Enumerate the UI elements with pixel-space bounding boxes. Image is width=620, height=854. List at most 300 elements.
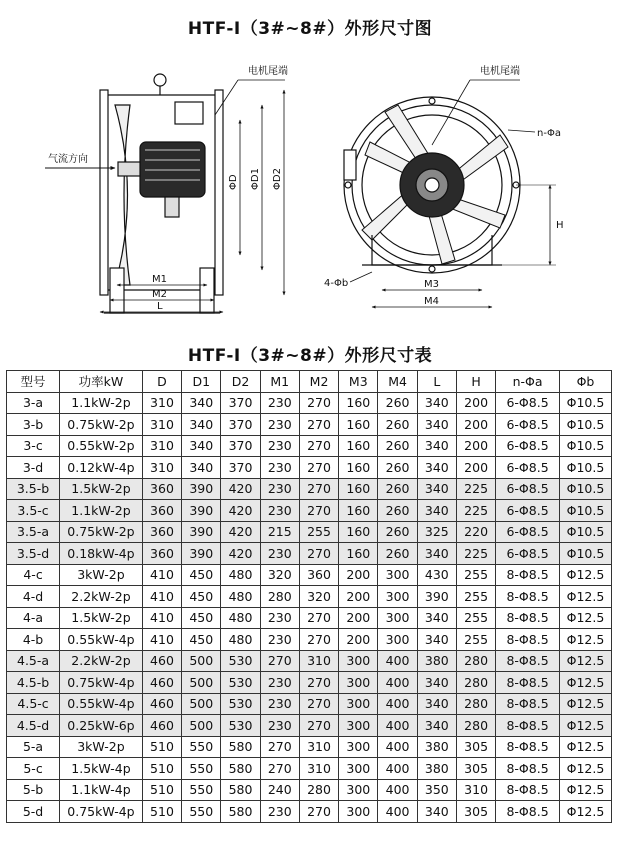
table-row: [7, 457, 612, 479]
table-cell: 260: [378, 457, 417, 479]
table-cell: 240: [260, 779, 299, 801]
table-cell: 410: [142, 629, 181, 651]
table-cell: 390: [182, 500, 221, 522]
table-cell: 6-Φ8.5: [496, 435, 560, 457]
column-header: D1: [182, 371, 221, 393]
table-cell: 580: [221, 758, 260, 780]
table-cell: 340: [182, 435, 221, 457]
table-cell: 1.5kW-2p: [60, 478, 143, 500]
table-cell: Φ12.5: [559, 801, 611, 823]
table-cell: 1.1kW-2p: [60, 500, 143, 522]
table-cell: Φ12.5: [559, 586, 611, 608]
table-cell: 0.55kW-4p: [60, 629, 143, 651]
table-cell: 5-b: [7, 779, 60, 801]
table-row: [7, 629, 612, 651]
table-cell: 255: [456, 586, 495, 608]
table-cell: 255: [299, 521, 338, 543]
left-foot: [110, 268, 124, 313]
front-view: [344, 80, 556, 307]
table-cell: 480: [221, 629, 260, 651]
table-cell: 160: [339, 414, 378, 436]
table-row: [7, 543, 612, 565]
table-cell: Φ10.5: [559, 500, 611, 522]
table-cell: Φ10.5: [559, 543, 611, 565]
table-cell: 400: [378, 693, 417, 715]
table-cell: 420: [221, 500, 260, 522]
table-cell: 300: [339, 801, 378, 823]
table-cell: 400: [378, 801, 417, 823]
table-cell: 390: [417, 586, 456, 608]
table-cell: 4.5-a: [7, 650, 60, 672]
table-cell: 3-d: [7, 457, 60, 479]
table-cell: 510: [142, 736, 181, 758]
table-cell: 4-a: [7, 607, 60, 629]
table-row: [7, 736, 612, 758]
table-header-row: [7, 371, 612, 393]
table-cell: 480: [221, 564, 260, 586]
table-cell: Φ12.5: [559, 758, 611, 780]
table-cell: 310: [142, 457, 181, 479]
table-cell: 400: [378, 672, 417, 694]
table-cell: 160: [339, 435, 378, 457]
table-cell: 530: [221, 672, 260, 694]
table-cell: 390: [182, 521, 221, 543]
table-cell: 340: [182, 414, 221, 436]
table-cell: 300: [378, 586, 417, 608]
table-cell: 270: [299, 457, 338, 479]
table-cell: 270: [299, 435, 338, 457]
table-cell: 3kW-2p: [60, 564, 143, 586]
table-row: [7, 586, 612, 608]
table-cell: Φ12.5: [559, 564, 611, 586]
drawing-title: HTF-I（3#~8#）外形尺寸图: [187, 19, 433, 39]
table-cell: 380: [417, 758, 456, 780]
table-cell: 300: [339, 672, 378, 694]
table-cell: 160: [339, 457, 378, 479]
table-cell: 300: [378, 564, 417, 586]
table-cell: 230: [260, 801, 299, 823]
table-cell: 4.5-b: [7, 672, 60, 694]
table-cell: Φ12.5: [559, 607, 611, 629]
table-cell: 460: [142, 650, 181, 672]
table-cell: 460: [142, 672, 181, 694]
table-cell: 420: [221, 521, 260, 543]
table-cell: 230: [260, 607, 299, 629]
table-cell: 255: [456, 607, 495, 629]
table-cell: 8-Φ8.5: [496, 758, 560, 780]
column-header: n-Φa: [496, 371, 560, 393]
table-cell: 1.5kW-4p: [60, 758, 143, 780]
table-cell: 400: [378, 650, 417, 672]
table-cell: 380: [417, 736, 456, 758]
table-cell: 5-c: [7, 758, 60, 780]
table-title: HTF-I（3#~8#）外形尺寸表: [187, 346, 433, 366]
table-cell: 4.5-d: [7, 715, 60, 737]
table-cell: 370: [221, 457, 260, 479]
table-cell: 200: [456, 457, 495, 479]
table-cell: 255: [456, 629, 495, 651]
table-cell: 340: [417, 629, 456, 651]
table-cell: 3kW-2p: [60, 736, 143, 758]
table-cell: 6-Φ8.5: [496, 457, 560, 479]
table-cell: 305: [456, 801, 495, 823]
table-cell: 5-a: [7, 736, 60, 758]
table-cell: 270: [260, 758, 299, 780]
table-cell: 340: [417, 693, 456, 715]
table-cell: 360: [299, 564, 338, 586]
table-cell: 530: [221, 693, 260, 715]
table-cell: 270: [299, 414, 338, 436]
table-cell: 310: [299, 758, 338, 780]
table-cell: 4.5-c: [7, 693, 60, 715]
table-cell: 310: [299, 650, 338, 672]
table-cell: 8-Φ8.5: [496, 715, 560, 737]
table-cell: 2.2kW-2p: [60, 650, 143, 672]
table-cell: 0.75kW-2p: [60, 521, 143, 543]
table-cell: 360: [142, 543, 181, 565]
table-cell: 370: [221, 435, 260, 457]
table-cell: 6-Φ8.5: [496, 414, 560, 436]
table-cell: 480: [221, 586, 260, 608]
table-cell: 300: [339, 736, 378, 758]
table-cell: 310: [142, 435, 181, 457]
table-cell: 300: [339, 650, 378, 672]
table-cell: 6-Φ8.5: [496, 478, 560, 500]
table-cell: 6-Φ8.5: [496, 543, 560, 565]
table-cell: 3.5-d: [7, 543, 60, 565]
table-cell: 0.18kW-4p: [60, 543, 143, 565]
table-cell: 4-b: [7, 629, 60, 651]
label-dim-D1: ΦD1: [250, 168, 261, 190]
table-cell: 370: [221, 392, 260, 414]
table-cell: 225: [456, 478, 495, 500]
table-cell: 340: [417, 543, 456, 565]
table-cell: 390: [182, 478, 221, 500]
table-row: [7, 435, 612, 457]
table-cell: 2.2kW-2p: [60, 586, 143, 608]
table-cell: Φ12.5: [559, 650, 611, 672]
table-cell: 0.75kW-2p: [60, 414, 143, 436]
table-cell: 230: [260, 435, 299, 457]
table-cell: 260: [378, 500, 417, 522]
table-cell: 0.55kW-4p: [60, 693, 143, 715]
table-cell: 410: [142, 586, 181, 608]
table-cell: 200: [456, 392, 495, 414]
table-row: [7, 392, 612, 414]
table-cell: 1.1kW-4p: [60, 779, 143, 801]
table-cell: 225: [456, 500, 495, 522]
table-cell: 270: [260, 650, 299, 672]
table-cell: 340: [417, 392, 456, 414]
table-cell: 420: [221, 543, 260, 565]
table-cell: 340: [417, 672, 456, 694]
table-cell: 8-Φ8.5: [496, 693, 560, 715]
table-row: [7, 758, 612, 780]
table-cell: 160: [339, 521, 378, 543]
table-cell: 230: [260, 672, 299, 694]
fan-outline-drawing: [0, 50, 620, 335]
table-cell: 200: [339, 564, 378, 586]
table-cell: 310: [142, 392, 181, 414]
table-cell: 8-Φ8.5: [496, 672, 560, 694]
table-cell: 450: [182, 586, 221, 608]
table-row: [7, 672, 612, 694]
table-cell: 390: [182, 543, 221, 565]
table-cell: 310: [456, 779, 495, 801]
table-cell: 340: [417, 414, 456, 436]
table-cell: 8-Φ8.5: [496, 650, 560, 672]
table-cell: 510: [142, 779, 181, 801]
table-cell: 230: [260, 414, 299, 436]
table-cell: 1.1kW-2p: [60, 392, 143, 414]
table-cell: 5-d: [7, 801, 60, 823]
table-row: [7, 693, 612, 715]
table-row: [7, 478, 612, 500]
table-cell: 340: [417, 435, 456, 457]
table-cell: 160: [339, 500, 378, 522]
table-row: [7, 715, 612, 737]
label-dim-D2: ΦD2: [272, 168, 283, 190]
label-dim-M1: M1: [152, 274, 167, 285]
table-cell: 3-c: [7, 435, 60, 457]
table-cell: Φ12.5: [559, 715, 611, 737]
table-cell: 4-c: [7, 564, 60, 586]
table-cell: 3.5-c: [7, 500, 60, 522]
column-header: M4: [378, 371, 417, 393]
table-cell: 500: [182, 672, 221, 694]
table-cell: 260: [378, 543, 417, 565]
table-cell: 325: [417, 521, 456, 543]
table-cell: 270: [299, 801, 338, 823]
table-cell: 270: [299, 672, 338, 694]
table-cell: 280: [456, 693, 495, 715]
table-cell: 350: [417, 779, 456, 801]
column-header: D2: [221, 371, 260, 393]
table-row: [7, 607, 612, 629]
table-cell: 270: [299, 693, 338, 715]
table-cell: 1.5kW-2p: [60, 607, 143, 629]
table-body: [7, 392, 612, 822]
table-cell: Φ10.5: [559, 478, 611, 500]
table-cell: 230: [260, 629, 299, 651]
table-cell: 480: [221, 607, 260, 629]
table-cell: 300: [339, 758, 378, 780]
table-cell: 500: [182, 693, 221, 715]
label-dim-na: n-Φa: [537, 128, 561, 139]
table-cell: 400: [378, 736, 417, 758]
table-cell: 0.25kW-6p: [60, 715, 143, 737]
label-dim-H: H: [556, 220, 564, 231]
table-cell: 3-a: [7, 392, 60, 414]
table-cell: 510: [142, 758, 181, 780]
table-cell: 225: [456, 543, 495, 565]
table-cell: 500: [182, 650, 221, 672]
table-cell: 270: [299, 607, 338, 629]
table-cell: 360: [142, 478, 181, 500]
table-cell: 550: [182, 801, 221, 823]
table-cell: 310: [299, 736, 338, 758]
table-cell: 420: [221, 478, 260, 500]
column-header: L: [417, 371, 456, 393]
table-cell: Φ12.5: [559, 629, 611, 651]
table-cell: 260: [378, 435, 417, 457]
table-cell: 0.55kW-2p: [60, 435, 143, 457]
table-cell: 3-b: [7, 414, 60, 436]
table-cell: 160: [339, 543, 378, 565]
label-dim-M3: M3: [424, 279, 439, 290]
table-cell: 580: [221, 779, 260, 801]
table-cell: Φ12.5: [559, 736, 611, 758]
label-dim-b: 4-Φb: [324, 278, 349, 289]
table-cell: 550: [182, 758, 221, 780]
table-cell: 340: [417, 457, 456, 479]
table-cell: 340: [182, 457, 221, 479]
table-cell: 450: [182, 629, 221, 651]
label-motor-tail-right: 电机尾端: [480, 66, 520, 77]
table-cell: 0.75kW-4p: [60, 801, 143, 823]
table-cell: 460: [142, 715, 181, 737]
table-cell: 8-Φ8.5: [496, 586, 560, 608]
table-cell: 410: [142, 564, 181, 586]
table-cell: Φ10.5: [559, 392, 611, 414]
table-cell: 200: [339, 629, 378, 651]
column-header: D: [142, 371, 181, 393]
table-cell: 450: [182, 564, 221, 586]
inlet-flange: [100, 90, 108, 295]
table-cell: 270: [299, 392, 338, 414]
table-cell: 3.5-b: [7, 478, 60, 500]
table-cell: 230: [260, 457, 299, 479]
table-cell: 400: [378, 779, 417, 801]
table-cell: 230: [260, 500, 299, 522]
table-cell: 280: [456, 672, 495, 694]
table-cell: 160: [339, 478, 378, 500]
table-cell: 8-Φ8.5: [496, 736, 560, 758]
table-cell: 6-Φ8.5: [496, 521, 560, 543]
label-dim-M4: M4: [424, 296, 439, 307]
column-header: Φb: [559, 371, 611, 393]
column-header: M2: [299, 371, 338, 393]
table-cell: 260: [378, 414, 417, 436]
table-cell: Φ10.5: [559, 457, 611, 479]
table-cell: 270: [299, 629, 338, 651]
label-dim-L: L: [157, 301, 163, 312]
table-cell: 230: [260, 392, 299, 414]
table-cell: 580: [221, 736, 260, 758]
table-cell: 200: [456, 435, 495, 457]
table-row: [7, 779, 612, 801]
label-dim-M2: M2: [152, 289, 167, 300]
table-cell: 270: [299, 478, 338, 500]
table-cell: 360: [142, 521, 181, 543]
table-cell: Φ12.5: [559, 779, 611, 801]
table-cell: 270: [260, 736, 299, 758]
table-cell: Φ12.5: [559, 693, 611, 715]
table-cell: 6-Φ8.5: [496, 500, 560, 522]
table-cell: 6-Φ8.5: [496, 392, 560, 414]
table-row: [7, 801, 612, 823]
table-row: [7, 521, 612, 543]
table-cell: 380: [417, 650, 456, 672]
table-cell: 8-Φ8.5: [496, 801, 560, 823]
table-cell: 8-Φ8.5: [496, 607, 560, 629]
table-cell: 8-Φ8.5: [496, 564, 560, 586]
table-row: [7, 500, 612, 522]
table-cell: 200: [339, 586, 378, 608]
table-cell: 300: [339, 693, 378, 715]
table-cell: 340: [417, 500, 456, 522]
table-row: [7, 414, 612, 436]
table-cell: 580: [221, 801, 260, 823]
table-cell: 3.5-a: [7, 521, 60, 543]
table-cell: 340: [417, 801, 456, 823]
table-cell: 280: [299, 779, 338, 801]
column-header: M1: [260, 371, 299, 393]
table-cell: 460: [142, 693, 181, 715]
table-cell: 430: [417, 564, 456, 586]
column-header: H: [456, 371, 495, 393]
table-cell: 310: [142, 414, 181, 436]
table-cell: 230: [260, 543, 299, 565]
table-cell: 200: [339, 607, 378, 629]
table-cell: Φ10.5: [559, 414, 611, 436]
table-cell: 230: [260, 715, 299, 737]
table-cell: 500: [182, 715, 221, 737]
table-cell: 320: [299, 586, 338, 608]
outlet-flange: [215, 90, 223, 295]
column-header: M3: [339, 371, 378, 393]
table-cell: 340: [417, 478, 456, 500]
table-cell: 230: [260, 693, 299, 715]
table-cell: 510: [142, 801, 181, 823]
table-cell: 300: [339, 715, 378, 737]
table-cell: 8-Φ8.5: [496, 779, 560, 801]
column-header: 型号: [7, 371, 60, 393]
label-dim-D: ΦD: [228, 174, 239, 190]
column-header: 功率kW: [60, 371, 143, 393]
table-cell: 215: [260, 521, 299, 543]
table-cell: 200: [456, 414, 495, 436]
table-cell: 270: [299, 500, 338, 522]
dimension-table: [6, 370, 612, 823]
table-cell: 260: [378, 521, 417, 543]
table-cell: 450: [182, 607, 221, 629]
table-cell: 270: [299, 715, 338, 737]
label-airflow: 气流方向: [48, 154, 88, 165]
table-cell: 8-Φ8.5: [496, 629, 560, 651]
table-cell: 370: [221, 414, 260, 436]
table-cell: 410: [142, 607, 181, 629]
right-foot: [200, 268, 214, 313]
table-cell: Φ10.5: [559, 435, 611, 457]
table-cell: 340: [182, 392, 221, 414]
table-cell: 260: [378, 392, 417, 414]
table-cell: 340: [417, 607, 456, 629]
table-row: [7, 564, 612, 586]
table-cell: 255: [456, 564, 495, 586]
label-motor-tail-left: 电机尾端: [248, 66, 288, 77]
table-cell: 340: [417, 715, 456, 737]
table-cell: Φ12.5: [559, 672, 611, 694]
table-row: [7, 650, 612, 672]
table-cell: 550: [182, 736, 221, 758]
table-cell: 230: [260, 478, 299, 500]
table-cell: 360: [142, 500, 181, 522]
table-cell: 220: [456, 521, 495, 543]
table-cell: 300: [378, 607, 417, 629]
table-cell: 320: [260, 564, 299, 586]
table-cell: 160: [339, 392, 378, 414]
